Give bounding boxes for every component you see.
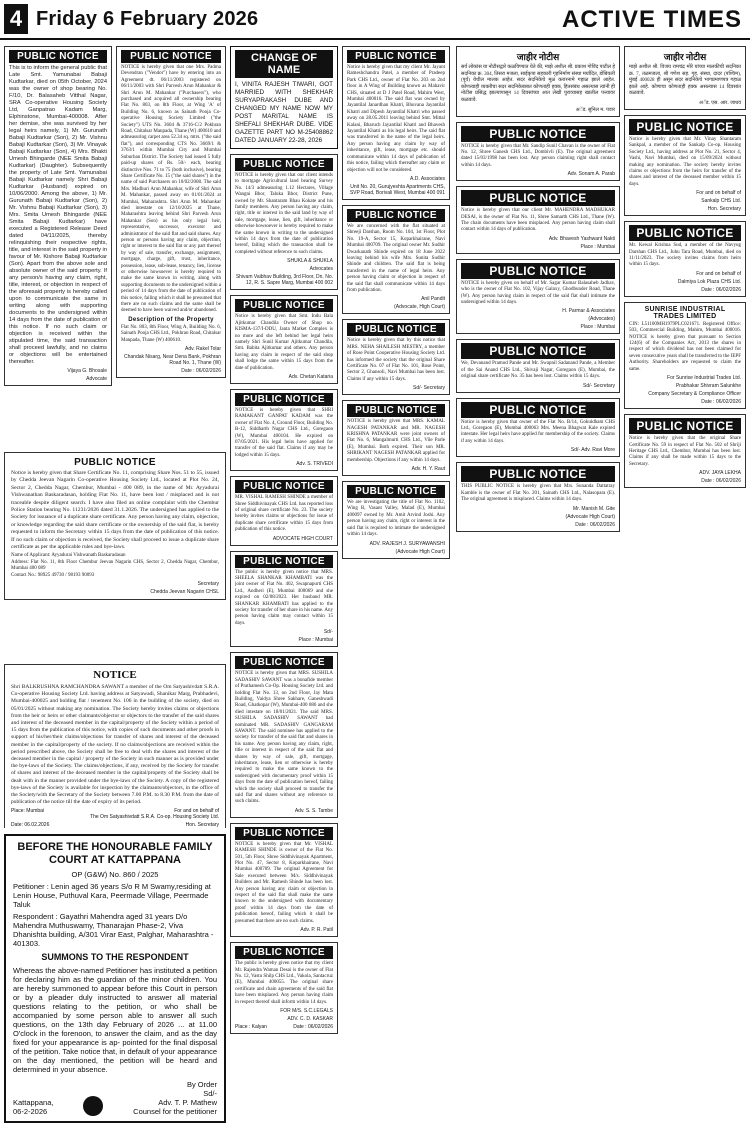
notice-heading: PUBLIC NOTICE — [347, 404, 445, 417]
notice-heading: PUBLIC NOTICE — [461, 126, 615, 142]
notice-place: Place : Mumbai — [580, 324, 615, 331]
notice-signatory-role: Advocates — [309, 266, 333, 273]
public-notice-shop — [230, 295, 338, 384]
notice-signatory-role: Hon. Secretary — [185, 822, 219, 828]
notice-heading: PUBLIC NOTICE — [235, 946, 333, 959]
notice-body: We are concerned with the flat situated at Shreeji Darshan, Room No. 104, 1st Floor, Plot No. 19-A, Sector 15, Koparkhairane, Navi Mumbai 400709. The original owner Mr. Sudhir Dwarkanath Shinde expired on 18 June 2022 leaving behind his wife Mrs. Sunita Sudhir Shinde and children. The said flat is being transferred in the name of legal heirs. Any person having claim or objection in respect of the said flat shall communicate within 14 days from publication. — [347, 223, 445, 293]
change-of-name-heading: CHANGE OF NAME — [235, 50, 333, 78]
notice-signatory: अॅड. सुनिल म. पवार — [575, 106, 615, 113]
sawant-notice-area — [4, 664, 226, 828]
notice-signatory-role: (Advocate, High Court) — [394, 304, 445, 311]
court-by-order: By Order — [186, 1080, 217, 1089]
company-name: SUNRISE INDUSTRIAL TRADES LIMITED — [644, 305, 726, 320]
notice-signatory-role: (Advocates) — [588, 316, 615, 323]
notice-signatory: H. Parmar & Associates — [562, 308, 615, 315]
notice-heading: PUBLIC NOTICE — [461, 402, 615, 418]
court-counsel: Counsel for the petitioner — [133, 1107, 217, 1116]
notice-heading: जाहीर नोटीस — [663, 52, 707, 62]
court-place: Kattappana, — [13, 1098, 54, 1107]
company-notice-sunrise — [624, 302, 746, 409]
notice-heading: PUBLIC NOTICE — [461, 263, 615, 279]
column-1 — [4, 46, 112, 448]
notice-society: The Om Satyashivdatt S.R.A. Co-op. Housing Society Ltd. — [90, 814, 219, 821]
notice-signatory: ADV. RAJESH J. SURYAWANSHI — [369, 540, 445, 547]
court-petitioner: Petitioner : Lenin aged 36 years S/o R M Swamy,residing at Lenin House, Puthuval Kara, Peermade Village, Peermade Taluk — [13, 882, 211, 909]
notice-body: CIN: L51100MH1979PLC021671. Registered Office: 503, Commercial Building, Mahim, Mumbai 400016. NOTICE is hereby given that pursuant to Section 124(6) of the Companies Act, 2013 the shares in respect of which dividend has not been claimed for seven consecutive years shall be transferred to the IEPF Authority. Shareholders are requested to claim the same. — [629, 321, 741, 372]
notice-heading: PUBLIC NOTICE — [235, 555, 333, 568]
notice-signatory: Adv. S. S. Tambe — [294, 807, 333, 814]
notice-body: THIS PUBLIC NOTICE is hereby given that Mrs. Sunanda Dattatray Kamble is the owner of Flat No. 201, Sainath CHS Ltd., Nalasopara (E). The original agreement is misplaced. Claims within 14 days. — [461, 484, 615, 503]
notice-for: For Sunrise Industrial Trades Ltd. — [667, 375, 741, 382]
notice-signatory: Adv. H. Y. Raut — [411, 466, 445, 473]
hindi-notice-2 — [624, 46, 746, 110]
notice-body: Mr. Kewal Krishna Sud, a member of the Navyug Darshan CHS Ltd., Juhu Tara Road, Mumbai, died on 11/11/2023. The society invites claims from heirs within 15 days. — [629, 243, 741, 268]
court-sd: Sd/- — [203, 1089, 217, 1098]
notice-body: NOTICE is hereby given that Mr. Sandip Sunil Chavan is the owner of Flat No. 12, Shree Ganesh CHS Ltd., Dombivli (E). The original agreement dated 15/03/1998 has been lost. Any person claiming right shall contact within 14 days. — [461, 143, 615, 168]
public-notice-mahankar — [116, 46, 226, 378]
notice-heading: PUBLIC NOTICE — [347, 485, 445, 498]
public-notice-khambati — [230, 551, 338, 648]
notice-signatory: Vijaya G. Bhosale — [67, 368, 107, 374]
notice-signatory: Adv. Rakel Tolar — [185, 346, 221, 353]
notice-heading: PUBLIC NOTICE — [235, 158, 333, 171]
notice-heading: PUBLIC NOTICE — [347, 323, 445, 336]
notice-signatory-role: Company Secretary & Compliance Officer — [648, 391, 741, 398]
notice-body: Notice is hereby given that my client Mr. Jayant Rameshchandra Patel, a member of Pradeep Park CHS Ltd., owner of Flat No. 203 on 2nd floor in A Wing of Building known as Mahavir CHS, situated at D J Patel Road, Mahim West, Mumbai 400016. The said flat was owned by Jayantilal Janardhan Khatri, Bhuvana Jayantilal Khatri and Dipesh Jayantilal Khatri who passed away on 28.05.2011 leaving behind Smt. Mittal Kalani, Bharuch Jayantilal Khatri and Bhavesh Jayantilal Khatri as his legal heirs. The said flat was transferred in the name of the legal heirs. Any person having any claim by way of inheritance, gift, lease, mortgage etc. should communicate within 14 days of publication of this notice, failing which thereafter any claim or objection will not be considered. — [347, 65, 445, 173]
public-notice-patankar — [342, 400, 450, 476]
hindi-notice — [456, 46, 620, 117]
column-2 — [116, 46, 226, 448]
page-number: 4 — [4, 4, 28, 34]
notice-heading: PUBLIC NOTICE — [347, 209, 445, 222]
notice-applicant: Name of Applicant: Ayyadurai Vishwanath Baskaradasan — [11, 553, 126, 559]
notice-body: The public is hereby given notice that my client Mr. Rajendra Waman Desai is the owner of Flat No. 12, Vastu Shilp CHS Ltd., Vakola, Santacruz (E), Mumbai 400055. The original share certificate and chain agreements of the said flat have been misplaced. Any person having claim in respect thereof shall inform within 14 days. — [235, 961, 333, 1005]
notice-date: Date : 06/02/2026 — [293, 1023, 333, 1030]
notice-signatory: ADVOCATE HIGH COURT — [272, 535, 333, 542]
notice-body: Notice is hereby given that Share Certificate No. 11, comprising Share Nos. 51 to 55, issued by Chedda Jeevan Nagarin Co-operative Housing Society Ltd., located at Plot No. 24, Sector 2, Chedda Nagar, Chembur, Mumbai - 400 089, in the name of Mr. Ayyadurai Vishwanathan Baskaradasan, holding Flat No. 11, have been lost / misplaced and is not traceable despite diligent search. I have also filed an online complaint with the Chembur Police Station bearing No. 11231/2026 dated 31.1.2026. The undersigned has applied to the Society for issuance of a duplicate share certificate. Any person having any claim, objection, or knowledge regarding the said share certificate or the ownership of the said flat, is hereby requested to inform the Secretary within 15 days from the date of publication of this notice. If no such claim or objection is received, the Society shall proceed to issue a duplicate share certificate as per the applicable rules and bye-laws. — [11, 470, 219, 551]
court-summons-heading: SUMMONS TO THE RESPONDENT — [41, 952, 189, 962]
notice-signatory: Adv. Sonam A. Parab — [567, 171, 615, 178]
court-case-number: OP (G&W) No. 860 / 2025 — [71, 870, 159, 879]
public-notice-pande — [456, 339, 620, 392]
notice-property: Flat No. 803, 8th Floor, Wing A, Building No. 6, Sainath Pooja CHS Ltd., Pokhran Road, Chitalsar Manpada, Thane (W) 400610. — [121, 324, 221, 343]
notice-signatory-name: ADV. C. D. KASKAR — [287, 1015, 333, 1022]
notice-body: We are investigating the title of Flat No. 1102, Wing B, Vasant Valley, Malad (E), Mumbai 400097 owned by Mr. Amit Arvind Joshi. Any person having any claim, right or interest in the said flat is required to intimate the undersigned within 14 days. — [347, 500, 445, 538]
notice-contact: Contact No.: 98925 49730 / 98193 90093 — [11, 572, 95, 578]
masthead — [0, 0, 750, 40]
notice-signatory: Sd/- Secretary — [413, 385, 445, 392]
notice-date: Date : 06/02/2026 — [181, 368, 221, 375]
court-title: BEFORE THE HONOURABLE FAMILY COURT AT KATTAPPANA — [17, 841, 213, 866]
notice-date: Date : 06/02/2026 — [575, 521, 615, 528]
notice-signatory: FOR M/S. S.C.LEGALS — [280, 1007, 333, 1014]
public-notice-desai — [230, 942, 338, 1034]
public-notice-kudtarkar — [4, 46, 112, 386]
notice-heading: PUBLIC NOTICE — [461, 190, 615, 206]
court-respondent: Respondent : Gayathri Mahendra aged 31 years D/o Mahendra Muthuswamy, Thanarajan Phase-2, Viva Dhanishta building, A/301 Virar East, Palghar, Maharashtra - 401303. — [13, 912, 214, 948]
notice-address: Address: Flat No. 11, 8th Floor Chembur Jeevan Nagarin CHS, Sector 2, Chedda Nagar, Chembur, Mumbai 400 089 — [11, 559, 219, 572]
notice-body: Notice is hereby given that owner of the Flat No. B/14, Gokuldham CHS Ltd., Goregaon (E), Mumbai 400063 Mrs. Meena Bhagwat Kale expired intestate. Her legal heirs have applied for membership of the society. Claims if any within 14 days. — [461, 419, 615, 444]
notice-signatory-role: Advocate — [86, 376, 107, 382]
notice-signatory: Anil Pandit — [421, 296, 445, 303]
notice-body: सर्व लोकांस या नोटीसद्वारे कळविण्यात येते की, माझे अशील श्री. प्रकाश गोविंद पाटील हे सदनिका क्र. 304, तिसरा मजला, साईकृपा सहकारी गृहनिर्माण संस्था मर्यादित, डोंबिवली (पूर्व) येथील मालक आहेत. सदर सदनिकेचे मूळ करारनामे गहाळ झाले आहेत. कोणत्याही व्यक्तीचा सदर सदनिकेबाबत कोणताही हक्क, हितसंबंध असल्यास त्यांनी ही नोटीस प्रसिद्ध झाल्यापासून 14 दिवसांच्या आत लेखी पुराव्यासह खालील पत्त्यावर कळवावे. — [461, 65, 615, 103]
public-notice-chavan — [456, 122, 620, 182]
notice-body: NOTICE is hereby given that Mr. VISHAL RAMESH SHINDE is owner of the Flat No. 501, 5th Floor, Shree Siddhivinayak Apartment, Plot No. 47, Sector 8, Koparkhairane, Navi Mumbai 400709. The original Agreement for Sale executed between M/s. Siddhivinayak Builders and Mr. Ramesh Shinde has been lost. Any person having any claim or objection in respect of the said flat shall make the same known to the undersigned with documentary proof within 14 days from the date of publication hereof, failing which it shall be presumed that there are no such claims. — [235, 841, 333, 924]
notice-heading: जाहीर नोटीस — [516, 52, 560, 62]
public-notice-mestry — [342, 319, 450, 395]
notice-body: NOTICE is hereby given that our client intends to mortgage Agricultural land bearing Survey No. 14/3 admeasuring 1.12 Hectares, Village Wangni Bhor, Taluka Bhor, District Pune, owned by Mr. Shantaram Bhau Kokate and his family members. Any person having any claim, right, title or interest in the said land by way of sale, mortgage, lease, lien, gift, inheritance or otherwise howsoever is hereby required to make the same known in writing to the undersigned within 14 days from the date of publication hereof, failing which the transaction shall be completed without reference to such claims. — [235, 173, 333, 255]
notice-signatory-role: Hon. Secretary — [707, 206, 741, 213]
newspaper-name: ACTIVE TIMES — [561, 6, 742, 33]
public-notice-shinde — [230, 476, 338, 545]
notice-heading: PUBLIC NOTICE — [461, 466, 615, 482]
notice-signatory: Adv. S. TRIVEDI — [296, 461, 333, 468]
notice-body: NOTICE is hereby given that SHRI RAMAKANT GANPAT KADAM was the owner of Flat No. 4, Ground Floor, Building No. B-12, Siddharth Nagar CHS Ltd., Goregaon (W), Mumbai 400104. He expired on 07/05/2021. His legal heirs have applied for transfer of the said flat. Claims if any may be lodged within 15 days. — [235, 407, 333, 458]
notice-body: This is to inform the general public that Late Smt. Yamunabai Babaji Kudtarkar, died on 05th October, 2024 was the owner of shop bearing No. F/10, Dr. Balasaheb Vitthal Nagar, SRA Co-operative Housing Society Ltd, Ganpatrao Kadam Marg, Elphinstone, Mumbai-400008. After her demise, she was survived by her legal heirs namely, 1) Mr. Gurunath Babaji Kudtarkar (Son), 2) Mr. Vishnu Babaji Kudtarkar (Son), 3) Mr. Vinayak Babaji Kudtarkar (Son), 4) Mrs. Bhakti Umesh Bhingarde (NEE Smita Babaji Kudtarkar) (Daughter). Subsequently the property of Late Smt. Yamunabai Babaji Kudtarkar namely Shri Babaji Kudtarkar (Husband) expired on 10/06/2000. Among the above, 1) Mr. Gurunath Babaji Kudtarkar (Son), 2) Mr. Vishnu Babaji Kudtarkar (Son), 3) Mrs. Smita Umesh Bhingarde (NEE Smita Babaji Kudtarkar) have executed a Registered Release Deed dated 04/11/2025, thereby relinquishing their respective rights, title, and interest in the said property in favour of Mr. Kishore Babaji Kudtarkar (Son). Apart from the above sole and absolute owner of the said property. If any person/s having any claim, right, title, interest, or objection in respect of the aforesaid property is hereby called upon to communicate the same in writing along with supporting documents to the undersigned within 14 days from the date of publication of this notice. If no such claim or objection is received within the stipulated time, the said transaction shall proceed lawfully, and no claims or objections will be entertained thereafter. — [9, 65, 107, 365]
notice-signatory: Adv. Chetan Kataria — [288, 373, 333, 380]
notice-heading: NOTICE — [93, 669, 137, 681]
notice-body: MR. VISHAL RAMESH SHINDE a member of Shree Siddhivinayak CHS Ltd. has reported loss of original share certificate No. 23. The society hereby invites claims or objections for issue of duplicate share certificate within 15 days from publication of this notice. — [235, 495, 333, 533]
notice-heading: PUBLIC NOTICE — [235, 480, 333, 493]
notice-heading: PUBLIC NOTICE — [629, 119, 741, 135]
public-notice-share-certificate — [4, 452, 226, 600]
notice-body: NOTICE is hereby given that MRS. SUSHILA SADASHIV SAWANT was a bonafide member of Prathamesh Co-Op. Housing Society Ltd. and holding Flat No. 13, on 2nd Floor, Jay Mata Building, Vaidya Shree Sakhare, Ganeshwadi Road, Ghatkopar (W), Mumbai-400 086 and she died intestate on 18/01/2021. The said MRS. SUSHILA SADASHIV SAWANT had nominated MR. SADASHIV GANGARAM SAWANT. The said nominee has applied to the society for transfer of the said flat and shares in his name. Any person having any claim, right, title or interest in respect of the said flat and shares by way of sale, gift, mortgage, inheritance, lease, lien or otherwise is hereby required to make the same known to the undersigned with documentary proof within 15 days from the date of publication hereof, failing which the society shall proceed to transfer the said flat and shares without any reference to such claims. — [235, 671, 333, 805]
notice-place: Place : Mumbai — [580, 243, 615, 250]
column-4 — [456, 46, 620, 1144]
notice-body: Notice is hereby given that by this notice that MRS. NEHA SHAILESH MESTRY, a member of Rose Point Cooperative Housing Society Ltd. has informed the society that the original Share Certificate No. 07 of Flat No. 101, Rose Point, Sector 2, Ghansoli, Navi Mumbai has been lost. Claims if any within 15 days. — [347, 338, 445, 382]
notice-body: Notice is hereby given that the original Share Certificate No. 59 in respect of Flat No. 502 of Shriji Heritage CHS Ltd., Chembur, Mumbai has been lost. Claims if any shall be made within 15 days to the Secretary. — [629, 436, 741, 467]
notice-heading: PUBLIC NOTICE — [235, 656, 333, 669]
notice-address: Chandak Nisarg, Near Dena Bank, Pokhran Road No. 1, Thane (W) — [124, 354, 221, 367]
notice-body: Shri BALKRUSHNA RAMCHANDRA SAWANT a member of the Om Satyashivdatt S.R.A. Co-operative Housing Society Ltd. having address at Satyawadi, Shanikar Marg, Prabhadevi, Mumbai-400025 and holding flat / tenement No. 106 in the building of the society, died on 05/01/2025 without making any nomination. The Society hereby invites claims or objections from the heir or heirs or other claimants/objector or objectors to the transfer of the said shares and interest of the deceased member in the capital/property of the Society within a period of 15 days from the publication of this notice, with copies of such documents and other proofs in support of his/her/their claims/objections for transfer of shares and interest of the deceased member in the capital/property of the society. If no claims/objections are received within the period prescribed above, the Society shall be free to deal with the shares and interest of the deceased member in the capital / property of the Society in such manner as is provided under the bye-laws of the Society. The claims/objections, if any, received by the Society for transfer of shares and interest of the deceased member in the capital/property of the Society shall be dealt with in the manner provided under the bye-laws of the Society. A copy of the registered bye-laws of the Society is available for inspection by the claimants/objectors, in the office of the Society/with the Secretary of the Society between 7.00 P.M. to 8.30 P.M. from the date of publication of the notice till the date of expiry of its period. — [11, 684, 219, 806]
public-notice-mahendra — [456, 186, 620, 254]
court-date: 06-2-2026 — [13, 1107, 48, 1116]
notice-date: Date : 06/02/2026 — [701, 399, 741, 406]
notice-signatory: Mr. Manish M. Gite — [573, 505, 615, 512]
public-notice-joshi — [342, 481, 450, 558]
public-notice-siddhivinayak — [230, 823, 338, 937]
notice-body: NOTICE is hereby given that one Mrs. Padma Devendran ("Vendor") have by entering into an Agreement dt. 06/11/2003 registered on 06/11/2003 with Shri Parvesh Arun Mahankar & Shri Arun M. Mahankar ("Purchasers"), who purchased and acquired all ownership bearing Flat No. 803, on 8th Floor, at Wing 'A' of Building No. 6, known as Sainath Pooja Co-operative Housing Society Limited ("the Society") UTS No. 3604 & 3716-C/2 Pokhran Road, Chitalsar Manpada, Thane (W) 400610 and admeasuring carpet area 52.34 sq. mtrs. ("the said flat"), and corresponding CTS No. 3669/1 & 3763/1 within Mumbai City and Mumbai Suburban District. The Society had issued 5 fully paid-up shares of Rs. 50/- each, bearing distinctive Nos. 71 to 75 (both inclusive), bearing Share Certificate No. 15 ("the said shares") in the name of said Purchasers on 10/02/2008. The said Mrs. Madhuri Arun Mahankar, wife of Shri Arun M. Mahankar, passed away on 01/01/2024 at Mumbai, Maharashtra. Shri Arun M. Mahankar died intestate on 12/10/2025 at Thane, Maharashtra leaving behind Shri Parvesh Arun Mahankar (Son) as his only legal heir, representative, successor, executor and administrator of the said flat and said shares. Any person or persons having any claim, objection, right or interest to the said flat or any part thereof by way of sale, transfer, exchange, assignment, mortgage, charge, gift, trust, inheritance, possession, lease, sub-lease, tenancy, lien, license or otherwise howsoever is hereby required to make the same known in writing, along with supporting documents to the undersigned within a period of 14 days from the date of publication of this notice, failing which it shall be presumed that there are no such claims and the same shall be deemed to have been waived and/or abandoned. — [121, 65, 221, 314]
column-5 — [624, 46, 746, 1144]
notice-signatory: A.D. Associates — [409, 175, 445, 182]
notice-body: Notice is hereby given that our client Mr. MAHENDRA MADHUKAR DESAI, is the owner of Flat No. 11, Shree Samarth CHS Ltd., Thane (W). The chain documents have been misplaced. Any person having claim shall contact within 14 days of publication. — [461, 208, 615, 233]
notice-heading: PUBLIC NOTICE — [121, 50, 221, 63]
notice-body: Notice is hereby given that Smt. Indu Bala Ajitkumar Chandila Owner of Shop no. KISMA-137/I-DDU, Janta Market Complex is no more and she left behind her legal heirs namely Shri Sunil Kumar Ajitkumar Chandila, Smt. Babita Ajitkumar and others. Any person having any claim in respect of the said shop shall lodge the same within 15 days from the date of publication. — [235, 314, 333, 371]
notice-address: Shivam Vaibhav Building, 3rd Floor, Dn. No. 12, R. S. Sapre Marg, Mumbai 400 002 — [235, 274, 333, 287]
notice-heading: PUBLIC NOTICE — [347, 50, 445, 63]
page-date: Friday 6 February 2026 — [36, 8, 259, 30]
notice-subheading: Description of the Property — [128, 316, 214, 323]
public-notice-patel — [342, 46, 450, 200]
notice-heading: PUBLIC NOTICE — [235, 299, 333, 312]
public-notice-land — [230, 154, 338, 290]
public-notice-mortgage — [230, 652, 338, 818]
notice-signatory: Adv. P. R. Patil — [300, 927, 333, 934]
notice-signatory-role: (Advocate High Court) — [395, 548, 445, 555]
notice-signatory: Prabhakar Shivram Salunkhe — [675, 383, 741, 390]
notice-heading: PUBLIC NOTICE — [74, 457, 156, 468]
change-of-name-body: I, VINITA RAJESH TIWARI, GOT MARRIED WITH SHEKHAR SURYAPRAKASH DUBE AND CHANGED MY NAME NOW MY POST MARITAL NAME IS SHEFALI SHEKHAR DUBE. VIDE GAZETTE PART NO M-25408862 DATED JANUARY 22-28, 2026 — [235, 81, 333, 144]
notice-society: Chedda Jeevan Nagarin CHSL — [150, 589, 219, 596]
column-3 — [230, 46, 450, 1144]
public-notice-sud — [624, 221, 746, 297]
notice-heading: PUBLIC NOTICE — [9, 50, 107, 63]
notice-society: Dalmiya Lok Plaza CHS Ltd. — [677, 278, 741, 285]
notice-body: We, Devanand Pramod Pande and Mr. Swapnil Sadanand Pande, a Member of the Sai Anand CHS Ltd., Shivaji Nagar, Goregaon (E), Mumbai, the original share certificate No. 35 has been lost. Claims within 15 days. — [461, 361, 615, 380]
notice-address: Unit No. 20, Gurujyeshta Apartments CHS, SVP Road, Borivali West, Mumbai 400 091 — [349, 183, 445, 196]
notice-sawant — [4, 664, 226, 828]
notice-signatory: SHUKLA & SHUKLA — [287, 258, 333, 265]
notice-body: Notice is hereby given that Mr. Vinay Shantaram Sankpal, a member of the Sankalp Co-op. Housing Society Ltd., having address at Plot No. 21, Sector 4, Vashi, Navi Mumbai, died on 15/09/2024 without making any nomination. The society hereby invites claims or objections from the heirs for transfer of the shares and interest of the deceased member within 15 days. — [629, 136, 741, 187]
notice-place: Place : Kalyan — [235, 1023, 267, 1030]
share-certificate-notice-area — [4, 452, 226, 656]
notice-body: NOTICE is hereby given that MRS. KAMAL NAGESH PATANKAR and MR. NAGESH KRISHNA PATANKAR were joint owners of Flat No. 6, Mangalmurti CHS Ltd., Vile Parle (E), Mumbai. Both expired. Their son MR. SHRIKANT NAGESH PATANKAR applied for membership. Objections if any within 14 days. — [347, 419, 445, 463]
notice-heading: PUBLIC NOTICE — [235, 393, 333, 406]
public-notice-jadhav — [456, 259, 620, 335]
notice-heading: PUBLIC NOTICE — [629, 418, 741, 434]
court-summons — [4, 834, 226, 1123]
notice-signatory: ADV. JAYA LEKHA — [699, 470, 741, 477]
notice-body: The public is hereby given notice that MRS. SHEELA SHANKAR KHAMBATI was the joint owner of Flat No. 402, Swapnapurti CHS Ltd., Andheri (E), Mumbai 400069 and she expired on 02/08/2023. Her husband MR. SHANKAR KHAMBATI has applied to the society for transfer of her share in his name. Any person having claim may contact within 15 days. — [235, 569, 333, 626]
notice-signatory: अॅड. एस. आर. जाधव — [699, 99, 741, 106]
public-notice-kadam — [230, 389, 338, 471]
notice-heading: PUBLIC NOTICE — [235, 827, 333, 840]
notice-signatory-role: Secretary — [197, 581, 219, 588]
notice-for: For and on behalf of — [696, 190, 741, 197]
notice-body: NOTICE is hereby given on behalf of Mr. Sagar Kumar Balasaheb Jadhav, who is the owner of Flat No. 102, Vijay Galaxy, Ghodbunder Road, Thane (W). Any person having claim in respect of the said flat shall intimate the undersigned within 14 days. — [461, 280, 615, 306]
notice-signatory: Adv. Bhavesh Yashwant Nakti — [548, 235, 615, 242]
notice-signatory: Sd/- Adv. Ravi More — [570, 447, 615, 454]
notice-for: For and on behalf of — [174, 808, 219, 815]
notice-signatory: Sd/- — [323, 629, 333, 636]
notice-signatory: Sd/- Secretary — [583, 382, 615, 389]
public-notice-sankpal — [624, 115, 746, 216]
court-advocate: Adv. T. P. Mathew — [158, 1098, 217, 1107]
public-notice-shriji — [624, 414, 746, 488]
public-notice-shreeji — [342, 205, 450, 314]
public-notice-kamble — [456, 462, 620, 531]
notice-date: Date : 06/02/2026 — [701, 478, 741, 485]
notice-heading: PUBLIC NOTICE — [461, 343, 615, 359]
court-seal — [83, 1096, 103, 1116]
public-notice-kale — [456, 398, 620, 458]
notice-date: Date : 06/02/2026 — [701, 286, 741, 293]
notice-signatory-role: (Advocate High Court) — [565, 513, 615, 520]
notice-place: Place: Mumbai — [11, 808, 45, 815]
notice-for: For and on behalf of — [696, 270, 741, 277]
notice-heading: PUBLIC NOTICE — [629, 225, 741, 241]
court-summons-body: Whereas the above-named Petitioner has instituted a petition for declaring him as the guardian of the minor children. You are hereby summoned to appear before this Court in person or by a pleader duly instructed to answer all material questions relating to the petition, or who shall be accompanied by some person able to answer all such questions, on the 13th day February of 2026 ... at 11.00 O'clock in the forenoon, to answer the claim, and as the day fixed for your appearance is ap- pointed for the final disposal of the petition. Take notice that, in default of your appearance on the day mentioned, the petition will be heard and determined in your absence. — [13, 966, 217, 1074]
notice-society: Sankalp CHS Ltd. — [701, 198, 741, 205]
notice-place: Place : Mumbai — [298, 637, 333, 644]
notice-date: Date: 06.02.2026 — [11, 822, 50, 828]
court-summons-area — [4, 834, 226, 1144]
change-of-name — [230, 46, 338, 149]
notice-body: माझे अशील श्री. विजय रामचंद्र मोरे यांच्या मालकीची सदनिका क्र. 7, तळमजला, श्री गणेश सह. गृह. संस्था, दादर (पश्चिम), मुंबई 400028 ही असून सदर सदनिकेचे भागप्रमाणपत्र गहाळ झाले आहे. कोणाचा कोणताही हक्क असल्यास 14 दिवसांत कळवावे. — [629, 65, 741, 97]
